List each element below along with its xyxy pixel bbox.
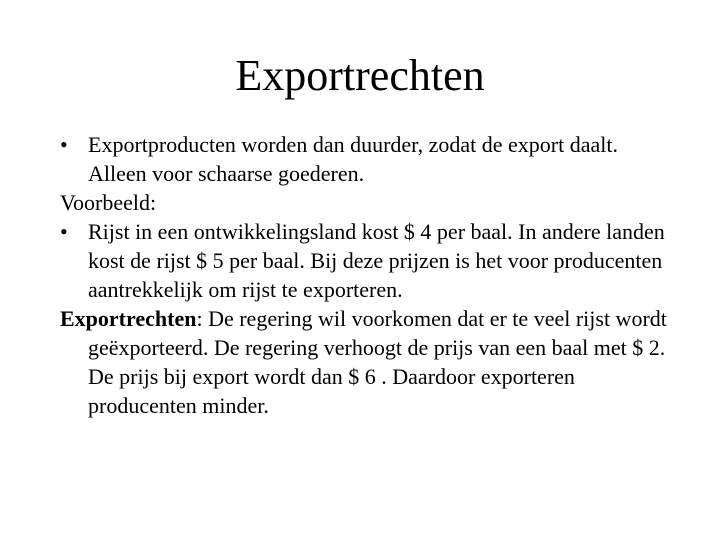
bullet-item-rice-example	[60, 217, 680, 304]
definition-text: : De regering wil voorkomen dat er te veel rijst wordt geëxporteerd. De regering verhoogt de prijs van een baal met $ 2. De prijs bij export wordt dan $ 6 . Daardoor exporteren producenten minder.	[88, 306, 667, 418]
bullet-text: Rijst in een ontwikkelingsland kost $ 4 per baal. In andere landen kost de rijst $ 5 per baal. Bij deze prijzen is het voor producenten aantrekkelijk om rijst te exporteren.	[88, 219, 665, 302]
bullet-icon: •	[60, 219, 68, 244]
definition-paragraph	[60, 304, 680, 420]
definition-term: Exportrechten	[60, 306, 197, 331]
bullet-icon: •	[60, 132, 68, 157]
slide-title: Exportrechten	[235, 51, 485, 100]
bullet-item-export-products	[60, 130, 680, 188]
slide-body	[60, 130, 680, 420]
bullet-text: Exportproducten worden dan duurder, zodat de export daalt. Alleen voor schaarse goederen.	[88, 132, 618, 186]
example-label: Voorbeeld:	[60, 190, 157, 215]
